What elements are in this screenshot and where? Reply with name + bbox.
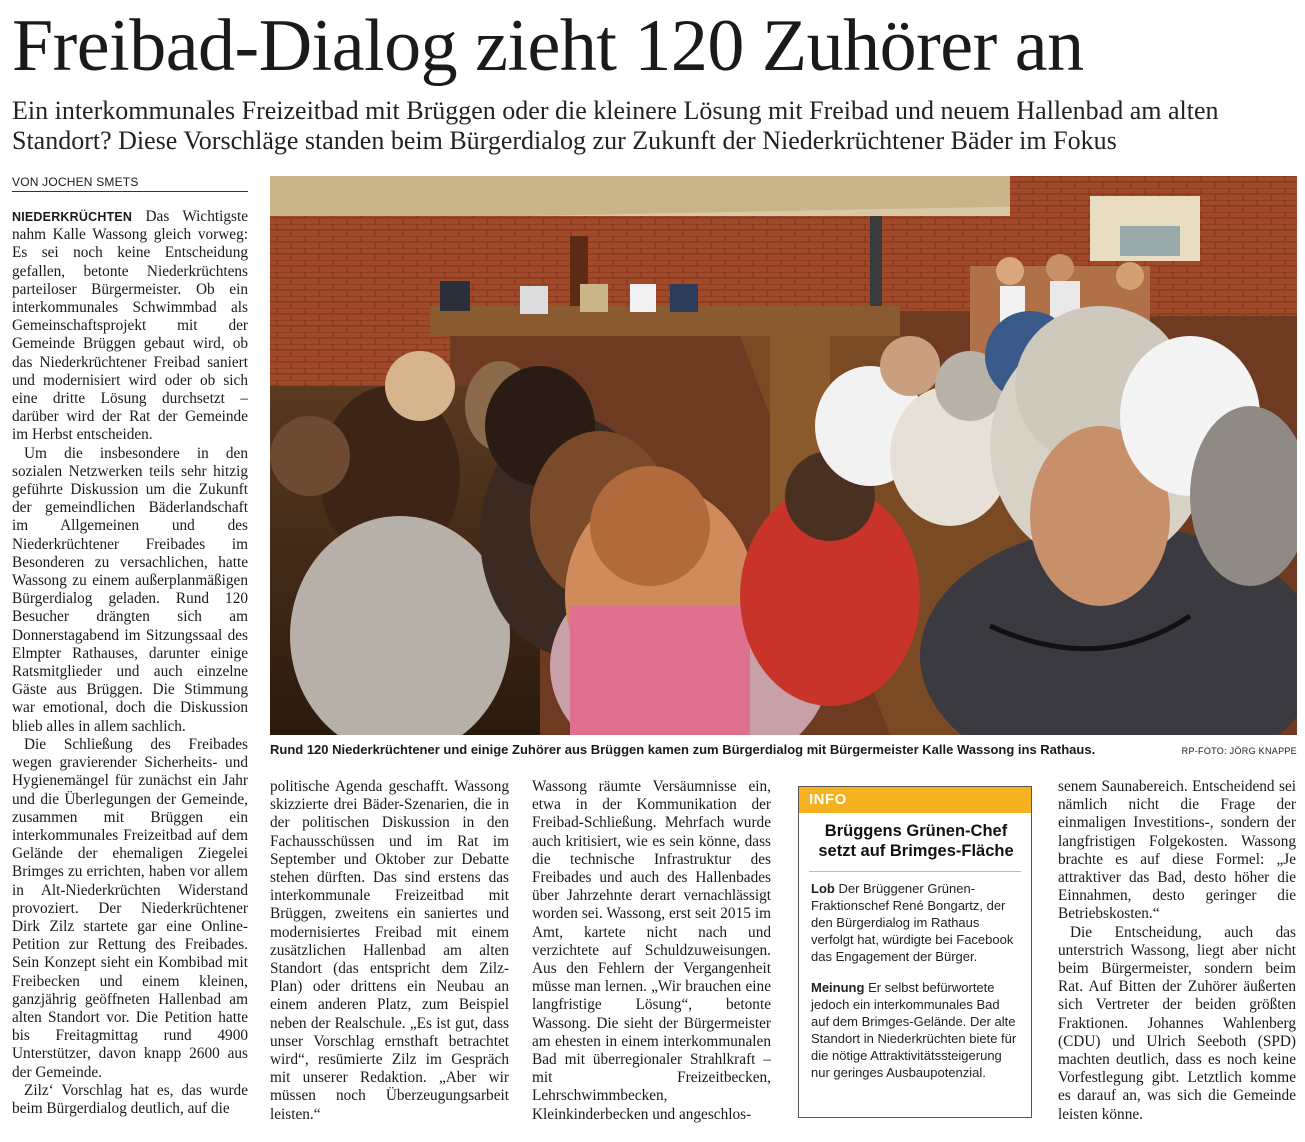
article-column-3	[532, 778, 771, 1134]
dateline: NIEDERKRÜCHTEN	[12, 210, 133, 224]
article-paragraph: NIEDERKRÜCHTEN Das Wichtigste nahm Kalle Wassong gleich vorweg: Es sei noch keine Entscheidung gefallen, betonte Niederkrüchtens parteiloser Bürgermeister. Ob ein interkommunales Schwimmbad als Gemeinschaftsprojekt mit der Gemeinde Brüggen gebaut wird, ob das Niederkrüchtener Freibad saniert und modernisiert wird oder ob sich eine dritte Lösung durchsetzt – darüber wird der Rat der Gemeinde im Herbst entscheiden.	[12, 208, 248, 444]
article-paragraph: politische Agenda geschafft. Wassong skizzierte drei Bäder-Szenarien, die in der politischen Diskussion in den Fachausschüssen und im Rat im September und Oktober zur Debatte stehen dürften. Das sind erstens das interkommunale Freizeitbad mit Brüggen, zweitens ein saniertes und modernisiertes Freibad mit einem zusätzlichen Hallenbad am alten Standort (das entspricht dem Zilz-Plan) oder drittens ein Neubau an einem anderen Platz, zum Beispiel neben der Realschule. „Es ist gut, dass unser Vorschlag ernsthaft betrachtet wird“, resümierte Zilz im Gespräch mit unserer Redaktion. „Aber wir müssen noch Überzeugungsarbeit leisten.“	[270, 778, 509, 1123]
photo-meeting-room	[270, 176, 1297, 735]
photo-credit: RP-FOTO: JÖRG KNAPPE	[1181, 746, 1297, 756]
headline: Freibad-Dialog zieht 120 Zuhörer an	[12, 5, 1084, 87]
article-paragraph: Die Schließung des Freibades wegen gravierender Sicherheits- und Hygienemängel für zunächst ein Jahr und die Überlegungen der Gemeinde, zusammen mit Brüggen ein interkommunales Freizeitbad auf dem Gelände der ehemaligen Ziegelei Brimges zu errichten, haben vor allem in Alt-Niederkrüchten Widerstand provoziert. Der Niederkrüchtener Dirk Zilz startete gar eine Online-Petition zur Rettung des Freibades. Sein Konzept sieht ein Kombibad mit Freibecken und einem kleinen, ganzjährig geöffneten Hallenbad am alten Standort vor. Die Petition hatte bis Freitagmittag rund 4900 Unterstützer, davon knapp 2600 aus der Gemeinde.	[12, 735, 248, 1081]
article-paragraph: Zilz‘ Vorschlag hat es, das wurde beim Bürgerdialog deutlich, auf die	[12, 1081, 248, 1117]
article-column-2	[270, 778, 509, 1134]
article-paragraph: Wassong räumte Versäumnisse ein, etwa in der Kommunikation der Freibad-Schließung. Mehrfach wurde auch kritisiert, wie es sein könne, dass die technische Infrastruktur des Freibades und auch des Hallenbades über Jahrzehnte derart vernachlässigt worden sei. Wassong, erst seit 2015 im Amt, kartete nicht nach und verzichtete auf Schuldzuweisungen. Aus den Fehlern der Vergangenheit müsse man lernen. „Wir brauchen eine langfristige Lösung“, betonte Wassong. Die sieht der Bürgermeister am ehesten in einem interkommunalen Bad mit überregionaler Strahlkraft – mit Freizeitbecken, Lehrschwimmbecken, Kleinkinderbecken und angeschlos-	[532, 778, 771, 1123]
subheadline: Ein interkommunales Freizeitbad mit Brüggen oder die kleinere Lösung mit Freibad und neuem Hallenbad am alten Standort? Diese Vorschläge standen beim Bürgerdialog zur Zukunft der Niederkrüchtener Bäder im Fokus	[12, 96, 1219, 155]
article-photo	[270, 176, 1297, 735]
info-paragraph-lob: Lob Der Brüggener Grünen-Fraktionschef René Bongartz, der den Bürgerdialog im Rathaus verfolgt hat, würdigte bei Facebook das Engagement der Bürger.	[811, 881, 1014, 964]
byline: VON JOCHEN SMETS	[12, 175, 248, 192]
info-label: INFO	[799, 787, 1031, 813]
info-title: Brüggens Grünen-Chef setzt auf Brimges-Fläche	[818, 822, 1014, 860]
article-paragraph: Um die insbesondere in den sozialen Netzwerken teils sehr hitzig geführte Diskussion um die Zukunft der gemeindlichen Bäderlandschaft im Allgemeinen und des Niederkrüchtener Freibades im Besonderen zu versachlichen, hatte Wassong zu einem außerplanmäßigen Bürgerdialog geladen. Rund 120 Besucher drängten sich am Donnerstagabend im Sitzungssaal des Elmpter Rathauses, darunter einige Ratsmitglieder und auch einzelne Gäste aus Brüggen. Die Stimmung war emotional, doch die Diskussion blieb alles in allem sachlich.	[12, 444, 248, 735]
info-paragraph-meinung: Meinung Er selbst befürwortete jedoch ein interkommunales Bad auf dem Brimges-Gelände. Der alte Standort in Niederkrüchten biete für die nötige Attraktivitätssteigerung nur geringes Ausbaupotenzial.	[811, 980, 1017, 1080]
info-box	[798, 786, 1032, 1118]
info-divider	[809, 871, 1021, 872]
article-column-1	[12, 208, 248, 1134]
article-paragraph: senem Saunabereich. Entscheidend sei nämlich nicht die Frage der einmaligen Investitions-, sondern der langfristigen Folgekosten. Wassong brachte es auf diese Formel: „Je attraktiver das Bad, desto höher die Einnahmen, desto geringer die Betriebskosten.“	[1058, 778, 1296, 923]
photo-caption: Rund 120 Niederkrüchtener und einige Zuhörer aus Brüggen kamen zum Bürgerdialog mit Bürgermeister Kalle Wassong ins Rathaus.	[270, 742, 1096, 757]
article-column-5	[1058, 778, 1296, 1134]
article-paragraph: Die Entscheidung, auch das unterstrich Wassong, liegt aber nicht beim Bürgermeister, sondern beim Rat. Auf Bitten der Zuhörer äußerten sich Vertreter der beiden größten Fraktionen. Johannes Wahlenberg (CDU) und Ulrich Seeboth (SPD) machten deutlich, dass es noch keine Vorfestlegung gibt. Letztlich komme es darauf an, was sich die Gemeinde leisten könne.	[1058, 923, 1296, 1123]
